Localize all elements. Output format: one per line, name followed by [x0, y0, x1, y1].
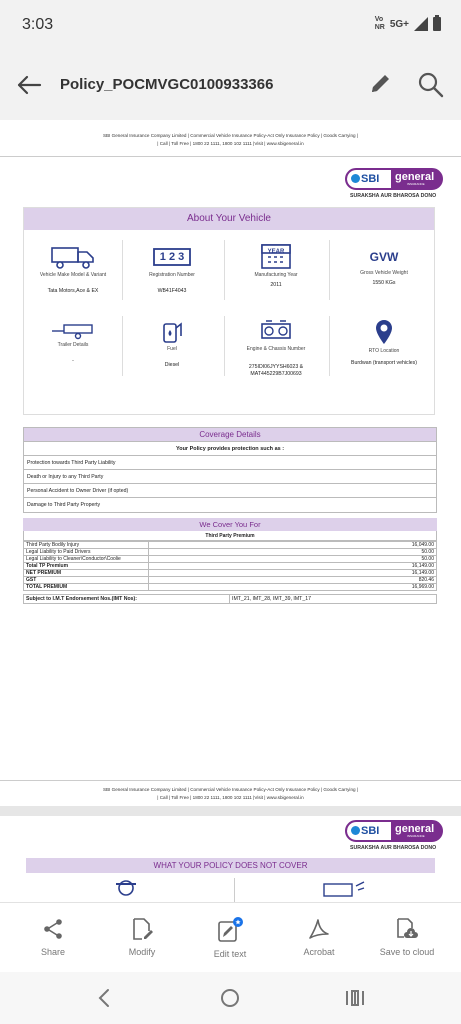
status-bar	[0, 0, 461, 50]
coverage-row: Death or Injury to any Third Party	[24, 470, 436, 484]
logo-dot-icon	[351, 826, 360, 835]
page-footer-contact: | Call | Toll Free | 1800 22 1111, 1800 102 1111 |Visit | www.sbigeneral.in	[157, 795, 304, 800]
edit-text-button[interactable]: Edit text	[190, 917, 270, 959]
document-title: Policy_POCMVGC0100933366	[60, 76, 274, 93]
third-party-premium-heading: Third Party Premium	[23, 531, 437, 541]
coverage-row: Protection towards Third Party Liability	[24, 456, 436, 470]
truck-icon	[50, 246, 96, 270]
vehicle-details-section	[23, 207, 435, 415]
table-row: NET PREMIUM 16,149.00	[24, 570, 437, 577]
page-header-line: SBI General Insurance Company Limited | Commercial Vehicle Insurance Policy-Act Only Insurance Policy | Goods Carrying |	[102, 133, 359, 138]
header-divider	[0, 156, 461, 157]
modify-document-icon	[130, 917, 154, 941]
section-title: About Your Vehicle	[24, 208, 434, 230]
sbi-general-logo: SBI general INSURANCE	[345, 820, 443, 842]
coverage-row: Damage to Third Party Property	[27, 502, 101, 508]
table-row: Third Party Bodily Injury 16,049.00	[24, 542, 437, 549]
calendar-icon	[260, 242, 292, 270]
app-bar	[0, 50, 461, 120]
person-icon	[108, 878, 148, 898]
page-footer-line: SBI General Insurance Company Limited | Commercial Vehicle Insurance Policy-Act Only Insurance Policy | Goods Carrying |	[102, 787, 359, 792]
coverage-details-section	[23, 427, 437, 513]
system-nav-bar	[0, 972, 461, 1024]
nav-home-icon[interactable]	[218, 986, 242, 1010]
engine-chassis-cell: Engine & Chassis Number 275IDI06JYYSH6023 & MAT445229B7J00693	[236, 318, 316, 377]
pdf-page	[0, 120, 461, 806]
logo-tagline: SURAKSHA AUR BHAROSA DONO	[350, 193, 437, 199]
save-to-cloud-button[interactable]: Save to cloud	[367, 917, 447, 957]
vehicle-make-cell: Vehicle Make Model & Variant Tata Motors,Ace & EX	[33, 246, 113, 295]
table-row: TOTAL PREMIUM 16,969.00	[24, 584, 437, 591]
pdf-viewer[interactable]	[0, 120, 461, 902]
acrobat-icon	[307, 917, 331, 941]
coverage-row: Personal Accident to Owner Driver (if opted)	[24, 484, 436, 498]
acrobat-button[interactable]: Acrobat	[279, 917, 359, 957]
network-type-indicator: Vo NR	[374, 16, 385, 31]
table-row: Legal Liability to Cleaner\Conductor\Coolie 50.00	[24, 556, 437, 563]
engine-icon	[256, 318, 296, 344]
premium-table	[23, 541, 437, 591]
fuel-cell: Fuel Diesel	[132, 318, 212, 369]
premium-section	[23, 518, 437, 628]
cloud-save-icon	[394, 917, 420, 941]
footer-divider	[0, 780, 461, 781]
modify-button[interactable]: Modify	[102, 917, 182, 957]
location-pin-icon	[374, 318, 394, 346]
trailer-cell: Trailer Details -	[33, 322, 113, 365]
battery-icon	[433, 17, 441, 31]
imt-endorsement-row: Subject to I.M.T Endorsement Nos.(IMT Nos): IMT_21, IMT_28, IMT_39, IMT_17	[23, 594, 437, 604]
signal-icon	[414, 17, 428, 31]
registration-cell: 1 2 3 Registration Number WB41F4043	[132, 246, 212, 295]
vehicle-icon	[320, 880, 368, 898]
status-icons	[375, 16, 441, 32]
table-row: Legal Liability to Paid Drivers 50.00	[24, 549, 437, 556]
pdf-page	[0, 816, 461, 902]
pencil-icon[interactable]	[366, 70, 394, 98]
table-row: Total TP Premium 16,149.00	[24, 563, 437, 570]
fuel-pump-icon	[158, 318, 186, 344]
rto-location-cell: RTO Location Burdwan (transport vehicles)	[344, 318, 424, 367]
gvw-icon: GVW	[369, 250, 399, 264]
nav-back-icon[interactable]	[93, 986, 117, 1010]
coverage-subtitle: Your Policy provides protection such as :	[24, 442, 436, 456]
nav-recents-icon[interactable]	[343, 986, 367, 1010]
status-time: 3:03	[22, 16, 54, 33]
5g-indicator: 5G+	[389, 18, 409, 30]
logo-tagline: SURAKSHA AUR BHAROSA DONO	[350, 845, 437, 851]
not-covered-title: WHAT YOUR POLICY DOES NOT COVER	[26, 858, 435, 873]
search-icon[interactable]	[416, 70, 446, 100]
table-row: GST 820.46	[24, 577, 437, 584]
gross-weight-cell: GVW Gross Vehicle Weight 1550 KGs	[344, 246, 424, 287]
bottom-toolbar	[0, 902, 461, 972]
page-header-contact: | Call | Toll Free | 1800 22 1111, 1800 102 1111 |Visit | www.sbigeneral.in	[157, 141, 304, 146]
edit-text-icon	[216, 917, 244, 943]
section-title: Coverage Details	[24, 428, 436, 442]
logo-dot-icon	[351, 174, 360, 183]
back-arrow-icon[interactable]	[14, 70, 44, 100]
manufacturing-year-cell: YEAR Manufacturing Year 2011	[236, 242, 316, 289]
section-title: We Cover You For	[23, 518, 437, 531]
share-button[interactable]: Share	[13, 917, 93, 957]
trailer-icon	[50, 322, 96, 340]
column-divider	[234, 878, 235, 902]
sbi-general-logo: SBI general INSURANCE	[345, 168, 443, 190]
share-icon	[41, 917, 65, 941]
